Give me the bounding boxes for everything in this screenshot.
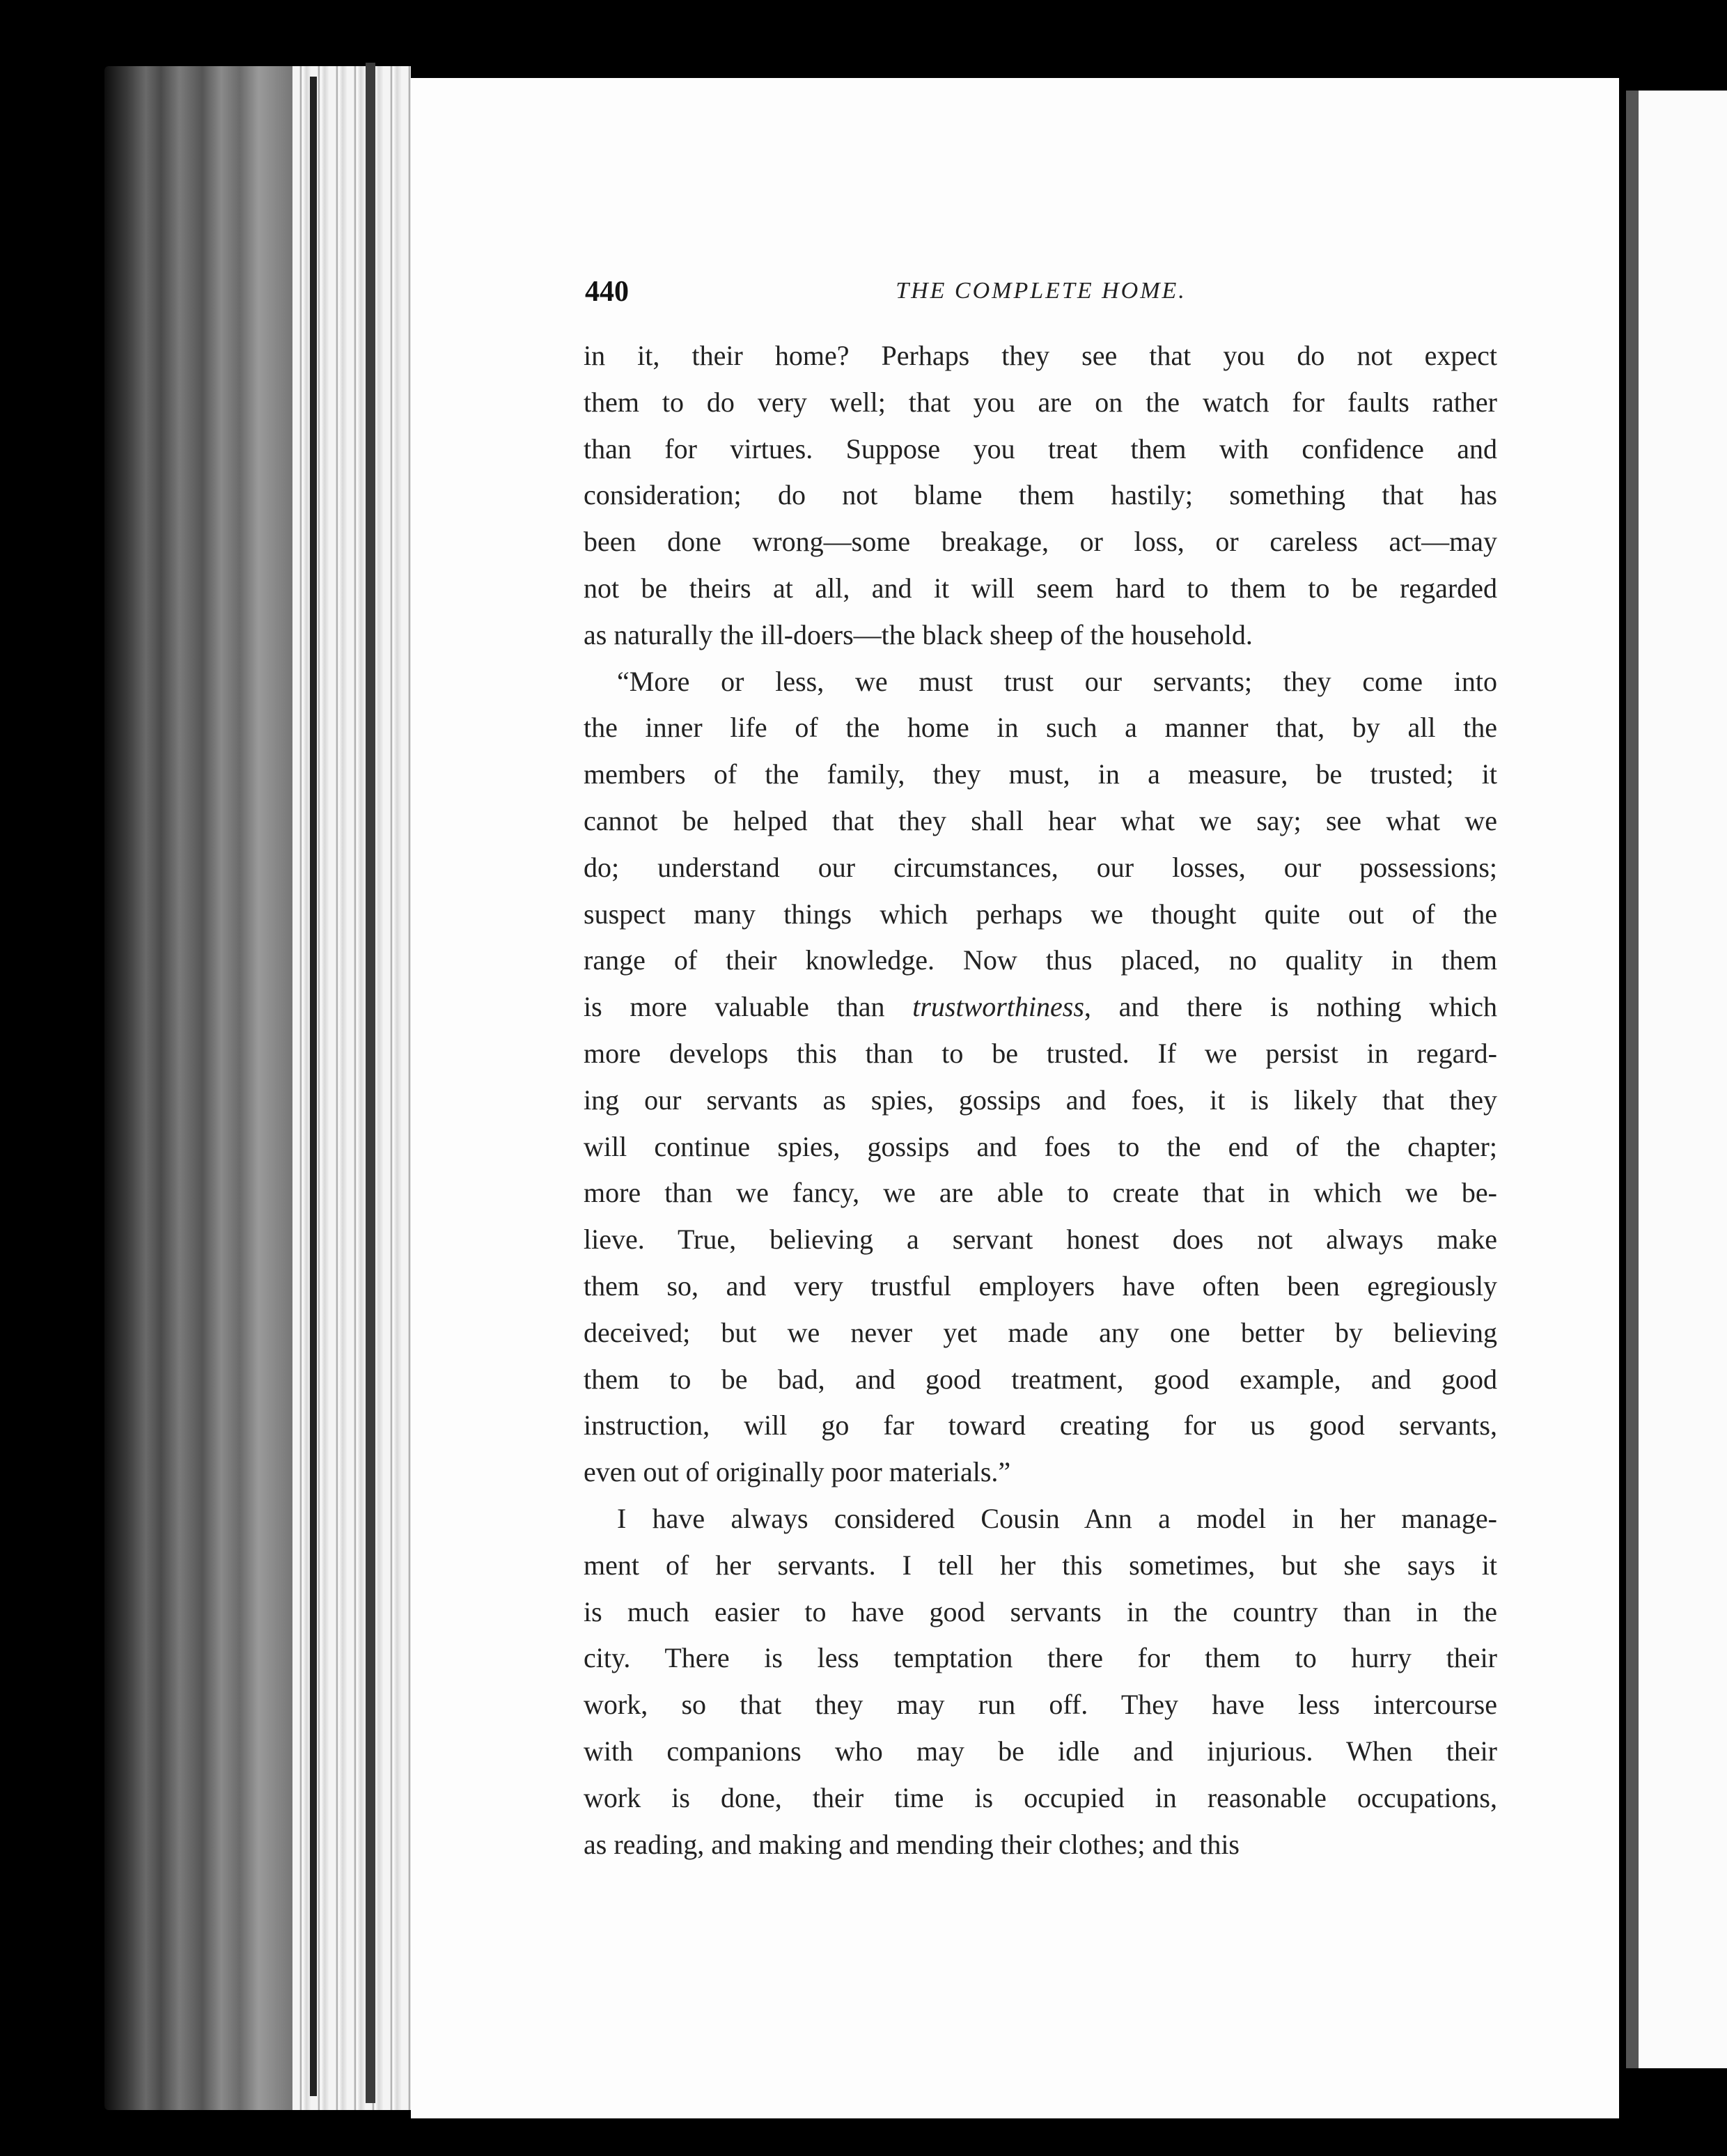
text-line: cannot be helped that they shall hear what we say; see what we	[584, 804, 1497, 836]
text-line: them so, and very trustful employers have often been egregiously	[584, 1270, 1497, 1302]
paragraph	[584, 1496, 1497, 1868]
text-line: more than we fancy, we are able to create that in which we be-	[584, 1177, 1497, 1209]
next-page-edge	[1626, 91, 1727, 2068]
text-line: the inner life of the home in such a manner that, by all the	[584, 712, 1497, 744]
text-line: more develops this than to be trusted. If we persist in regard-	[584, 1037, 1497, 1069]
text-line: is more valuable than trustworthiness, and there is nothing which	[584, 991, 1497, 1023]
text-line: not be theirs at all, and it will seem hard to them to be regarded	[584, 572, 1497, 604]
text-line: will continue spies, gossips and foes to the end of the chapter;	[584, 1130, 1497, 1162]
page-edge-shadow	[310, 77, 317, 2096]
text-line: even out of originally poor materials.”	[584, 1456, 1011, 1488]
text-line: is much easier to have good servants in the country than in the	[584, 1595, 1497, 1627]
text-line: in it, their home? Perhaps they see that you do not expect	[584, 340, 1497, 371]
emphasized-word: trustworthiness	[912, 991, 1084, 1023]
text-line: city. There is less temptation there for them to hurry their	[584, 1642, 1497, 1674]
text-line: members of the family, they must, in a measure, be trusted; it	[584, 758, 1497, 790]
text-line: instruction, will go far toward creating for us good servants,	[584, 1409, 1497, 1442]
text-line: as reading, and making and mending their clothes; and this	[584, 1828, 1240, 1860]
text-line: ment of her servants. I tell her this sometimes, but she says it	[584, 1549, 1497, 1581]
text-line: do; understand our circumstances, our losses, our possessions;	[584, 851, 1497, 883]
text-line: suspect many things which perhaps we thought quite out of the	[584, 898, 1497, 930]
book-spine	[104, 66, 292, 2110]
page-header	[585, 275, 1497, 317]
text-line: ing our servants as spies, gossips and foes, it is likely that they	[584, 1084, 1497, 1116]
text-line: been done wrong—some breakage, or loss, or careless act—may	[584, 526, 1497, 558]
text-line: I have always considered Cousin Ann a model in her manage-	[617, 1502, 1497, 1534]
text-line: as naturally the ill-doers—the black sheep of the household.	[584, 618, 1253, 650]
text-line: deceived; but we never yet made any one better by believing	[584, 1316, 1497, 1348]
text-line: them to do very well; that you are on the watch for faults rather	[584, 386, 1497, 418]
text-line: with companions who may be idle and injurious. When their	[584, 1735, 1497, 1767]
text-line: “More or less, we must trust our servants; they come into	[617, 665, 1497, 697]
text-line: range of their knowledge. Now thus placed, no quality in them	[584, 944, 1497, 976]
text-line: them to be bad, and good treatment, good example, and good	[584, 1363, 1497, 1395]
text-line: lieve. True, believing a servant honest does not always make	[584, 1224, 1497, 1256]
paragraph	[584, 659, 1497, 1496]
text-line: than for virtues. Suppose you treat them with confidence and	[584, 432, 1497, 464]
text-line: consideration; do not blame them hastily; something that has	[584, 479, 1497, 511]
text-line: work, so that they may run off. They have less intercourse	[584, 1689, 1497, 1721]
paragraph	[584, 333, 1497, 659]
page-number: 440	[585, 276, 629, 308]
running-head: THE COMPLETE HOME.	[896, 278, 1187, 304]
page-body-text	[584, 333, 1497, 1868]
page-edge-shadow	[366, 63, 375, 2103]
text-line: work is done, their time is occupied in reasonable occupations,	[584, 1781, 1497, 1813]
